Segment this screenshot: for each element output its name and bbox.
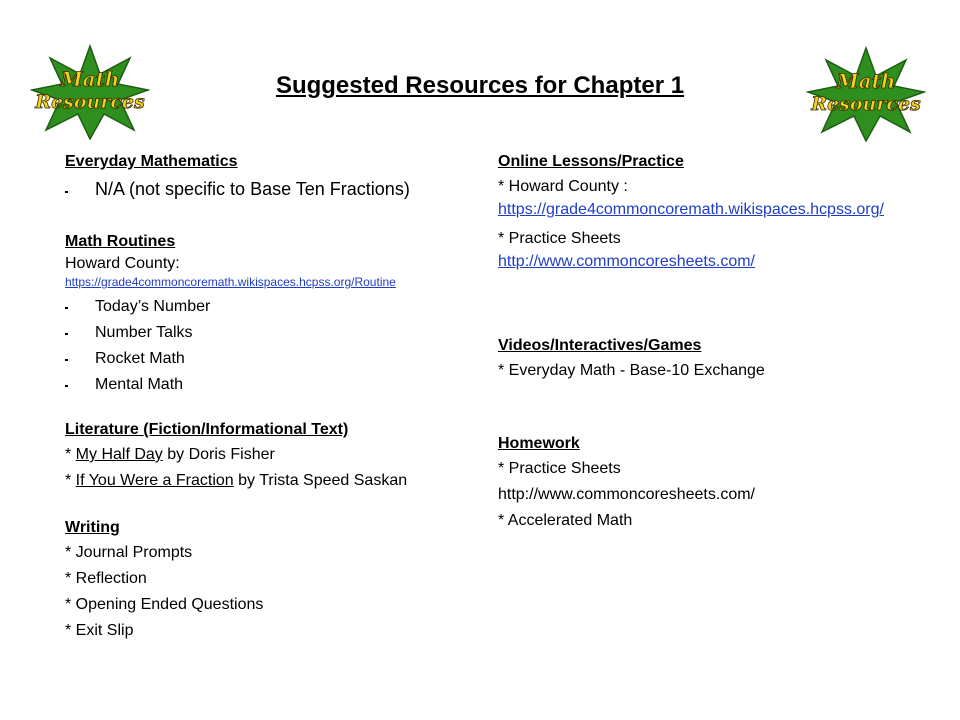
list-item: Rocket Math (65, 346, 475, 372)
list-item: http://www.commoncoresheets.com/ (498, 486, 755, 503)
math-resources-logo-right (806, 46, 926, 142)
list-item: * Howard County : (498, 178, 628, 195)
page-title: Suggested Resources for Chapter 1 (275, 72, 685, 99)
list-item: * Accelerated Math (498, 512, 633, 529)
green-star-icon (30, 44, 150, 140)
book-title: If You Were a Fraction (75, 472, 234, 489)
green-star-icon (806, 46, 926, 142)
howard-county-link[interactable]: https://grade4commoncoremath.wikispaces.hcpss.org/ (498, 201, 884, 218)
list-item: * Reflection (65, 570, 147, 587)
section-heading-math-routines: Math Routines (65, 233, 176, 250)
logo-line1: Math (836, 69, 896, 93)
list-item: Today’s Number (65, 294, 475, 320)
practice-sheets-link[interactable]: http://www.commoncoresheets.com/ (498, 253, 755, 270)
left-column (65, 150, 475, 644)
list-item: * Journal Prompts (65, 544, 193, 561)
list-item: * Everyday Math - Base-10 Exchange (498, 362, 765, 379)
list-item: Number Talks (65, 320, 475, 346)
section-heading-homework: Homework (498, 435, 580, 452)
list-item: Mental Math (65, 372, 475, 398)
logo-line2: Resources (811, 93, 921, 115)
math-resources-logo-left (30, 44, 150, 140)
section-heading-online-lessons: Online Lessons/Practice (498, 153, 684, 170)
book-item: * My Half Day by Doris Fisher (65, 446, 275, 463)
list-item: * Opening Ended Questions (65, 596, 264, 613)
list-item: * Exit Slip (65, 622, 134, 639)
bullet-icon (65, 333, 68, 335)
county-label: Howard County: (65, 255, 180, 272)
logo-line1: Math (60, 67, 120, 91)
book-title: My Half Day (75, 446, 163, 463)
list-item: * Practice Sheets (498, 460, 621, 477)
bullet-icon (65, 191, 68, 193)
list-item: * Practice Sheets (498, 230, 621, 247)
bullet-icon (65, 307, 68, 309)
list-item: N/A (not specific to Base Ten Fractions) (65, 174, 475, 204)
section-heading-writing: Writing (65, 519, 120, 536)
section-heading-videos: Videos/Interactives/Games (498, 337, 702, 354)
book-item: * If You Were a Fraction by Trista Speed Saskan (65, 472, 408, 489)
section-heading-everyday-math: Everyday Mathematics (65, 153, 238, 170)
right-column (498, 150, 918, 534)
bullet-icon (65, 385, 68, 387)
routines-link[interactable]: https://grade4commoncoremath.wikispaces.hcpss.org/Routine (65, 275, 396, 289)
bullet-icon (65, 359, 68, 361)
section-heading-literature: Literature (Fiction/Informational Text) (65, 421, 349, 438)
logo-line2: Resources (35, 91, 145, 113)
